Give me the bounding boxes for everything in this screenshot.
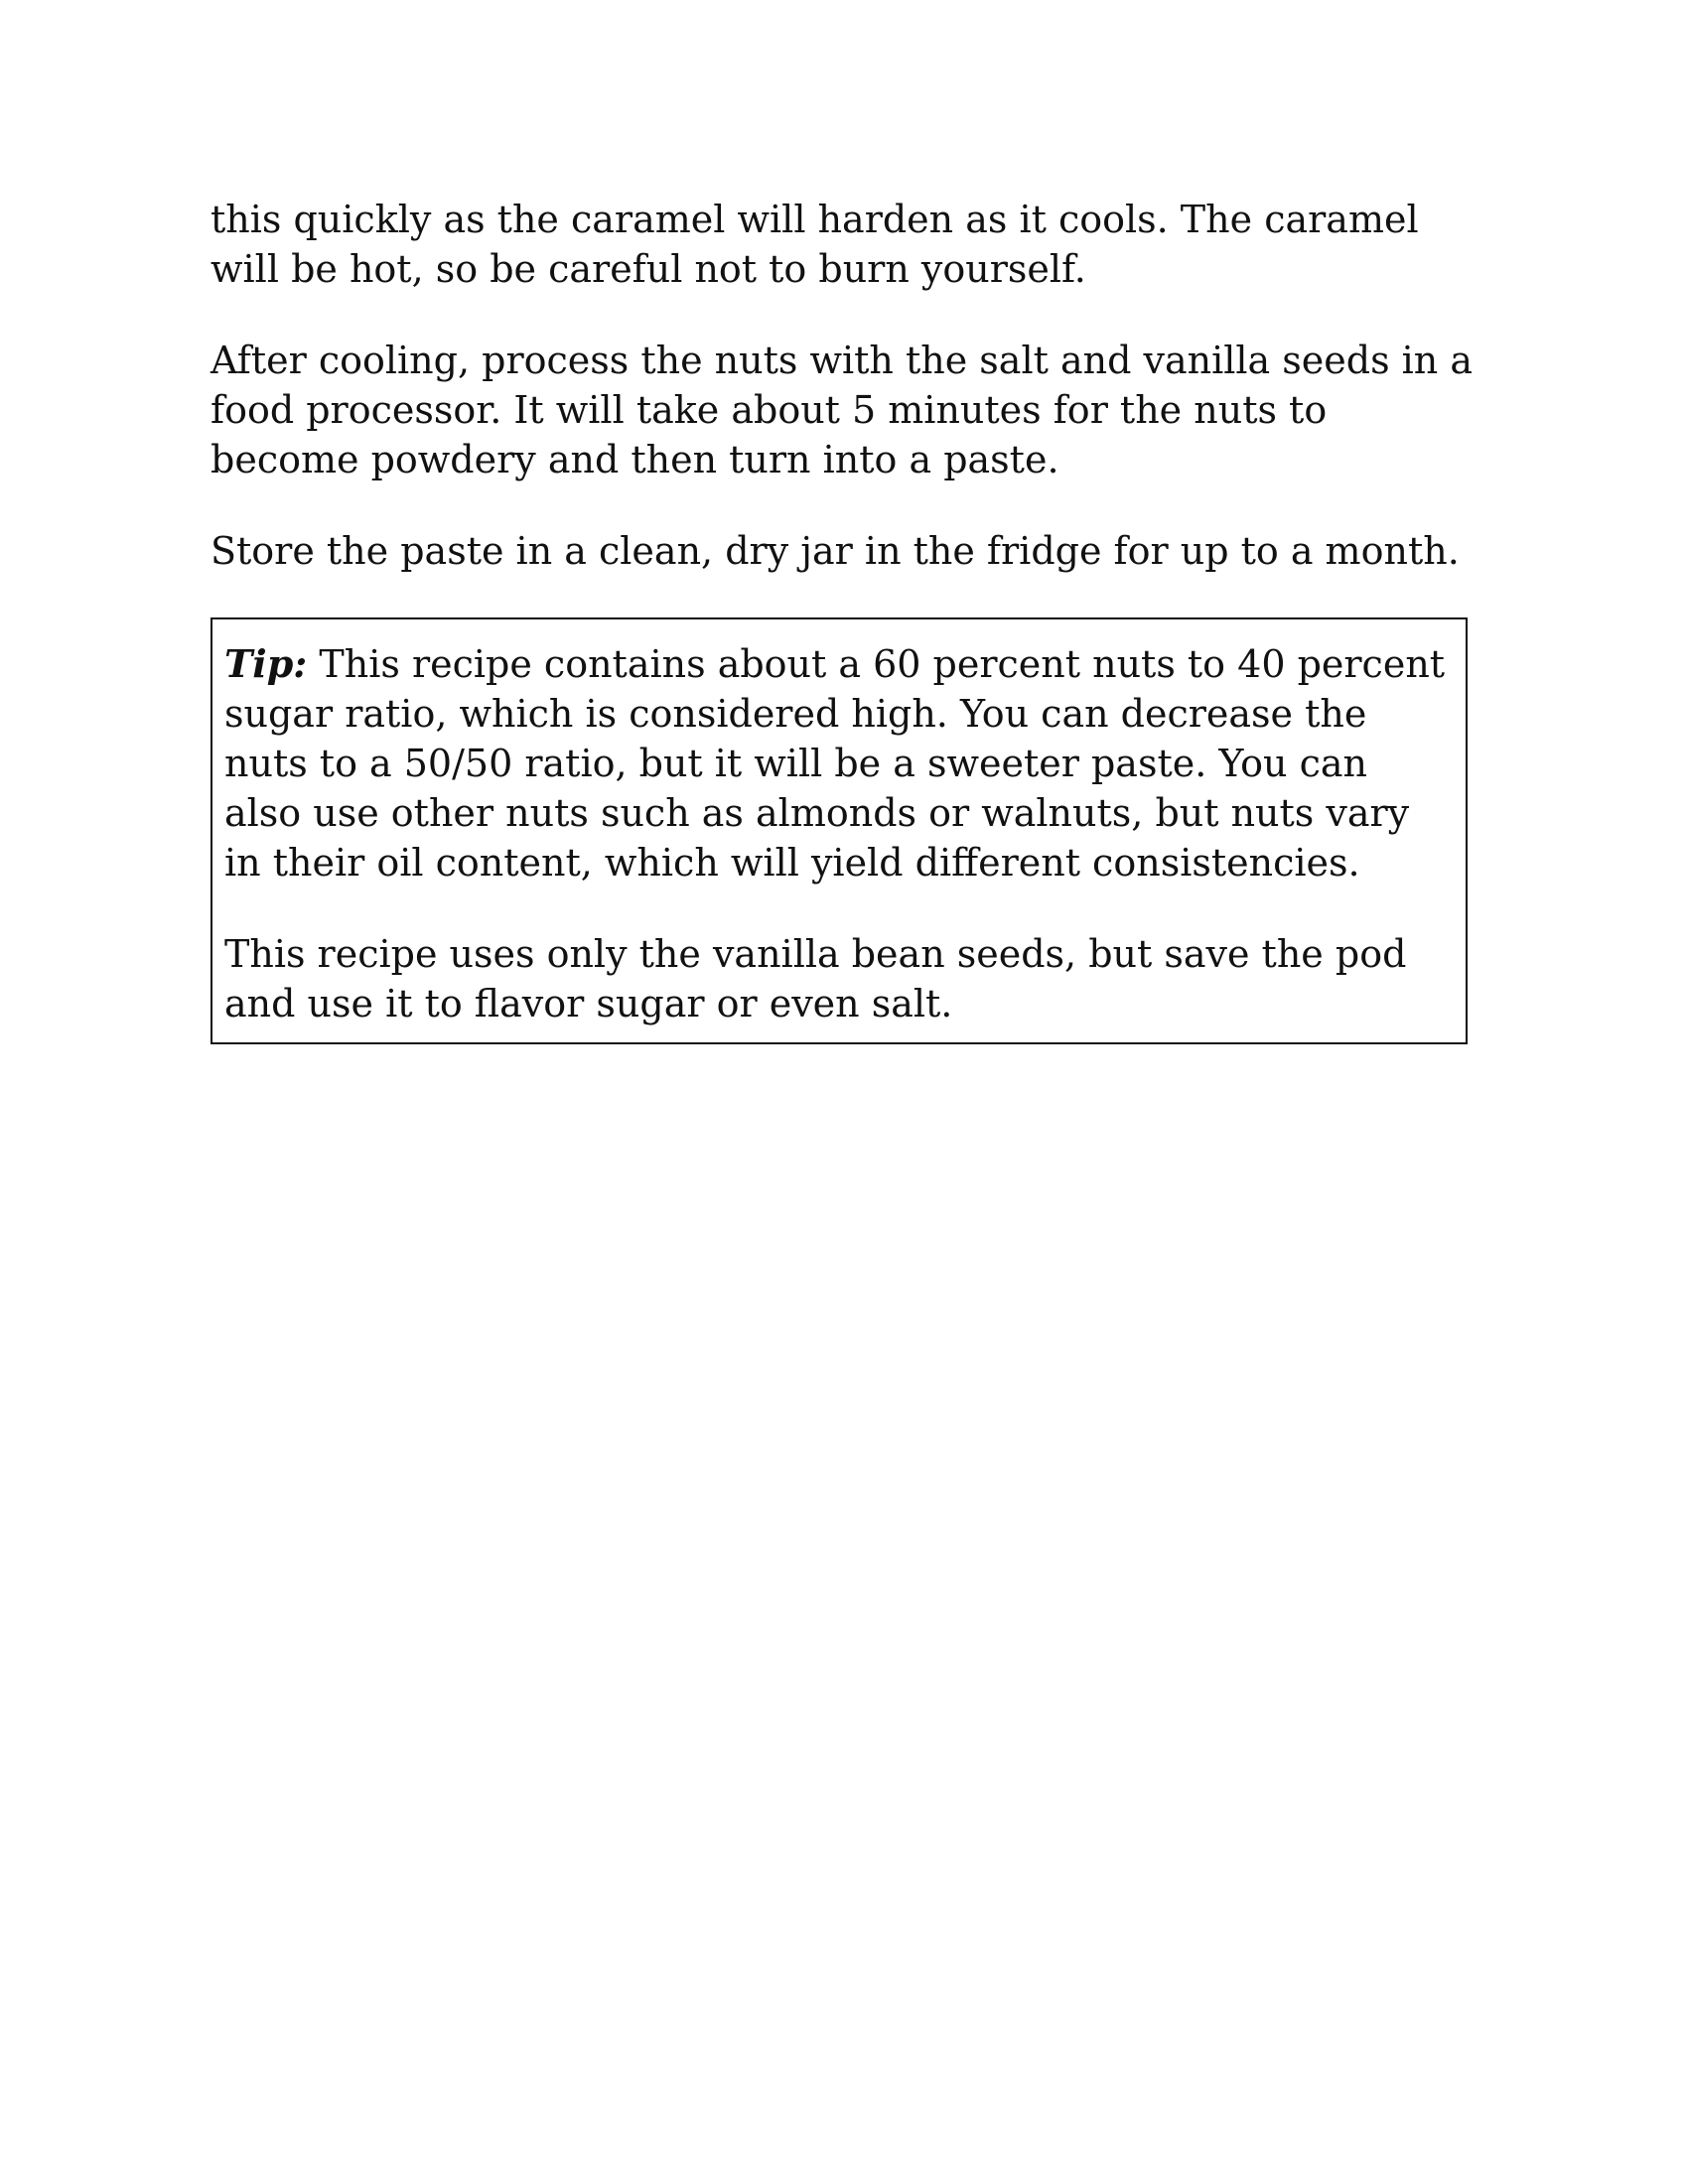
body-paragraph-1: this quickly as the caramel will harden as it cools. The caramel will be hot, so be careful not to burn yourself. — [211, 198, 1419, 291]
document-page — [211, 195, 1481, 1044]
body-paragraph-2: After cooling, process the nuts with the salt and vanilla seeds in a food processor. It will take about 5 minutes for the nuts to become powdery and then turn into a paste. — [211, 339, 1474, 481]
tip-box — [211, 617, 1468, 1044]
tip-label: Tip: — [224, 641, 308, 686]
body-paragraph-3: Store the paste in a clean, dry jar in the fridge for up to a month. — [211, 529, 1460, 573]
tip-paragraph-2: This recipe uses only the vanilla bean seeds, but save the pod and use it to flavor sugar or even salt. — [224, 932, 1407, 1025]
tip-paragraph-1 — [224, 639, 1454, 887]
tip-text: This recipe contains about a 60 percent nuts to 40 percent sugar ratio, which is considered high. You can decrease the nuts to a 50/50 ratio, but it will be a sweeter paste. You can also use other nuts such as almonds or walnuts, but nuts vary in their oil content, which will yield different consistencies. — [224, 642, 1446, 885]
